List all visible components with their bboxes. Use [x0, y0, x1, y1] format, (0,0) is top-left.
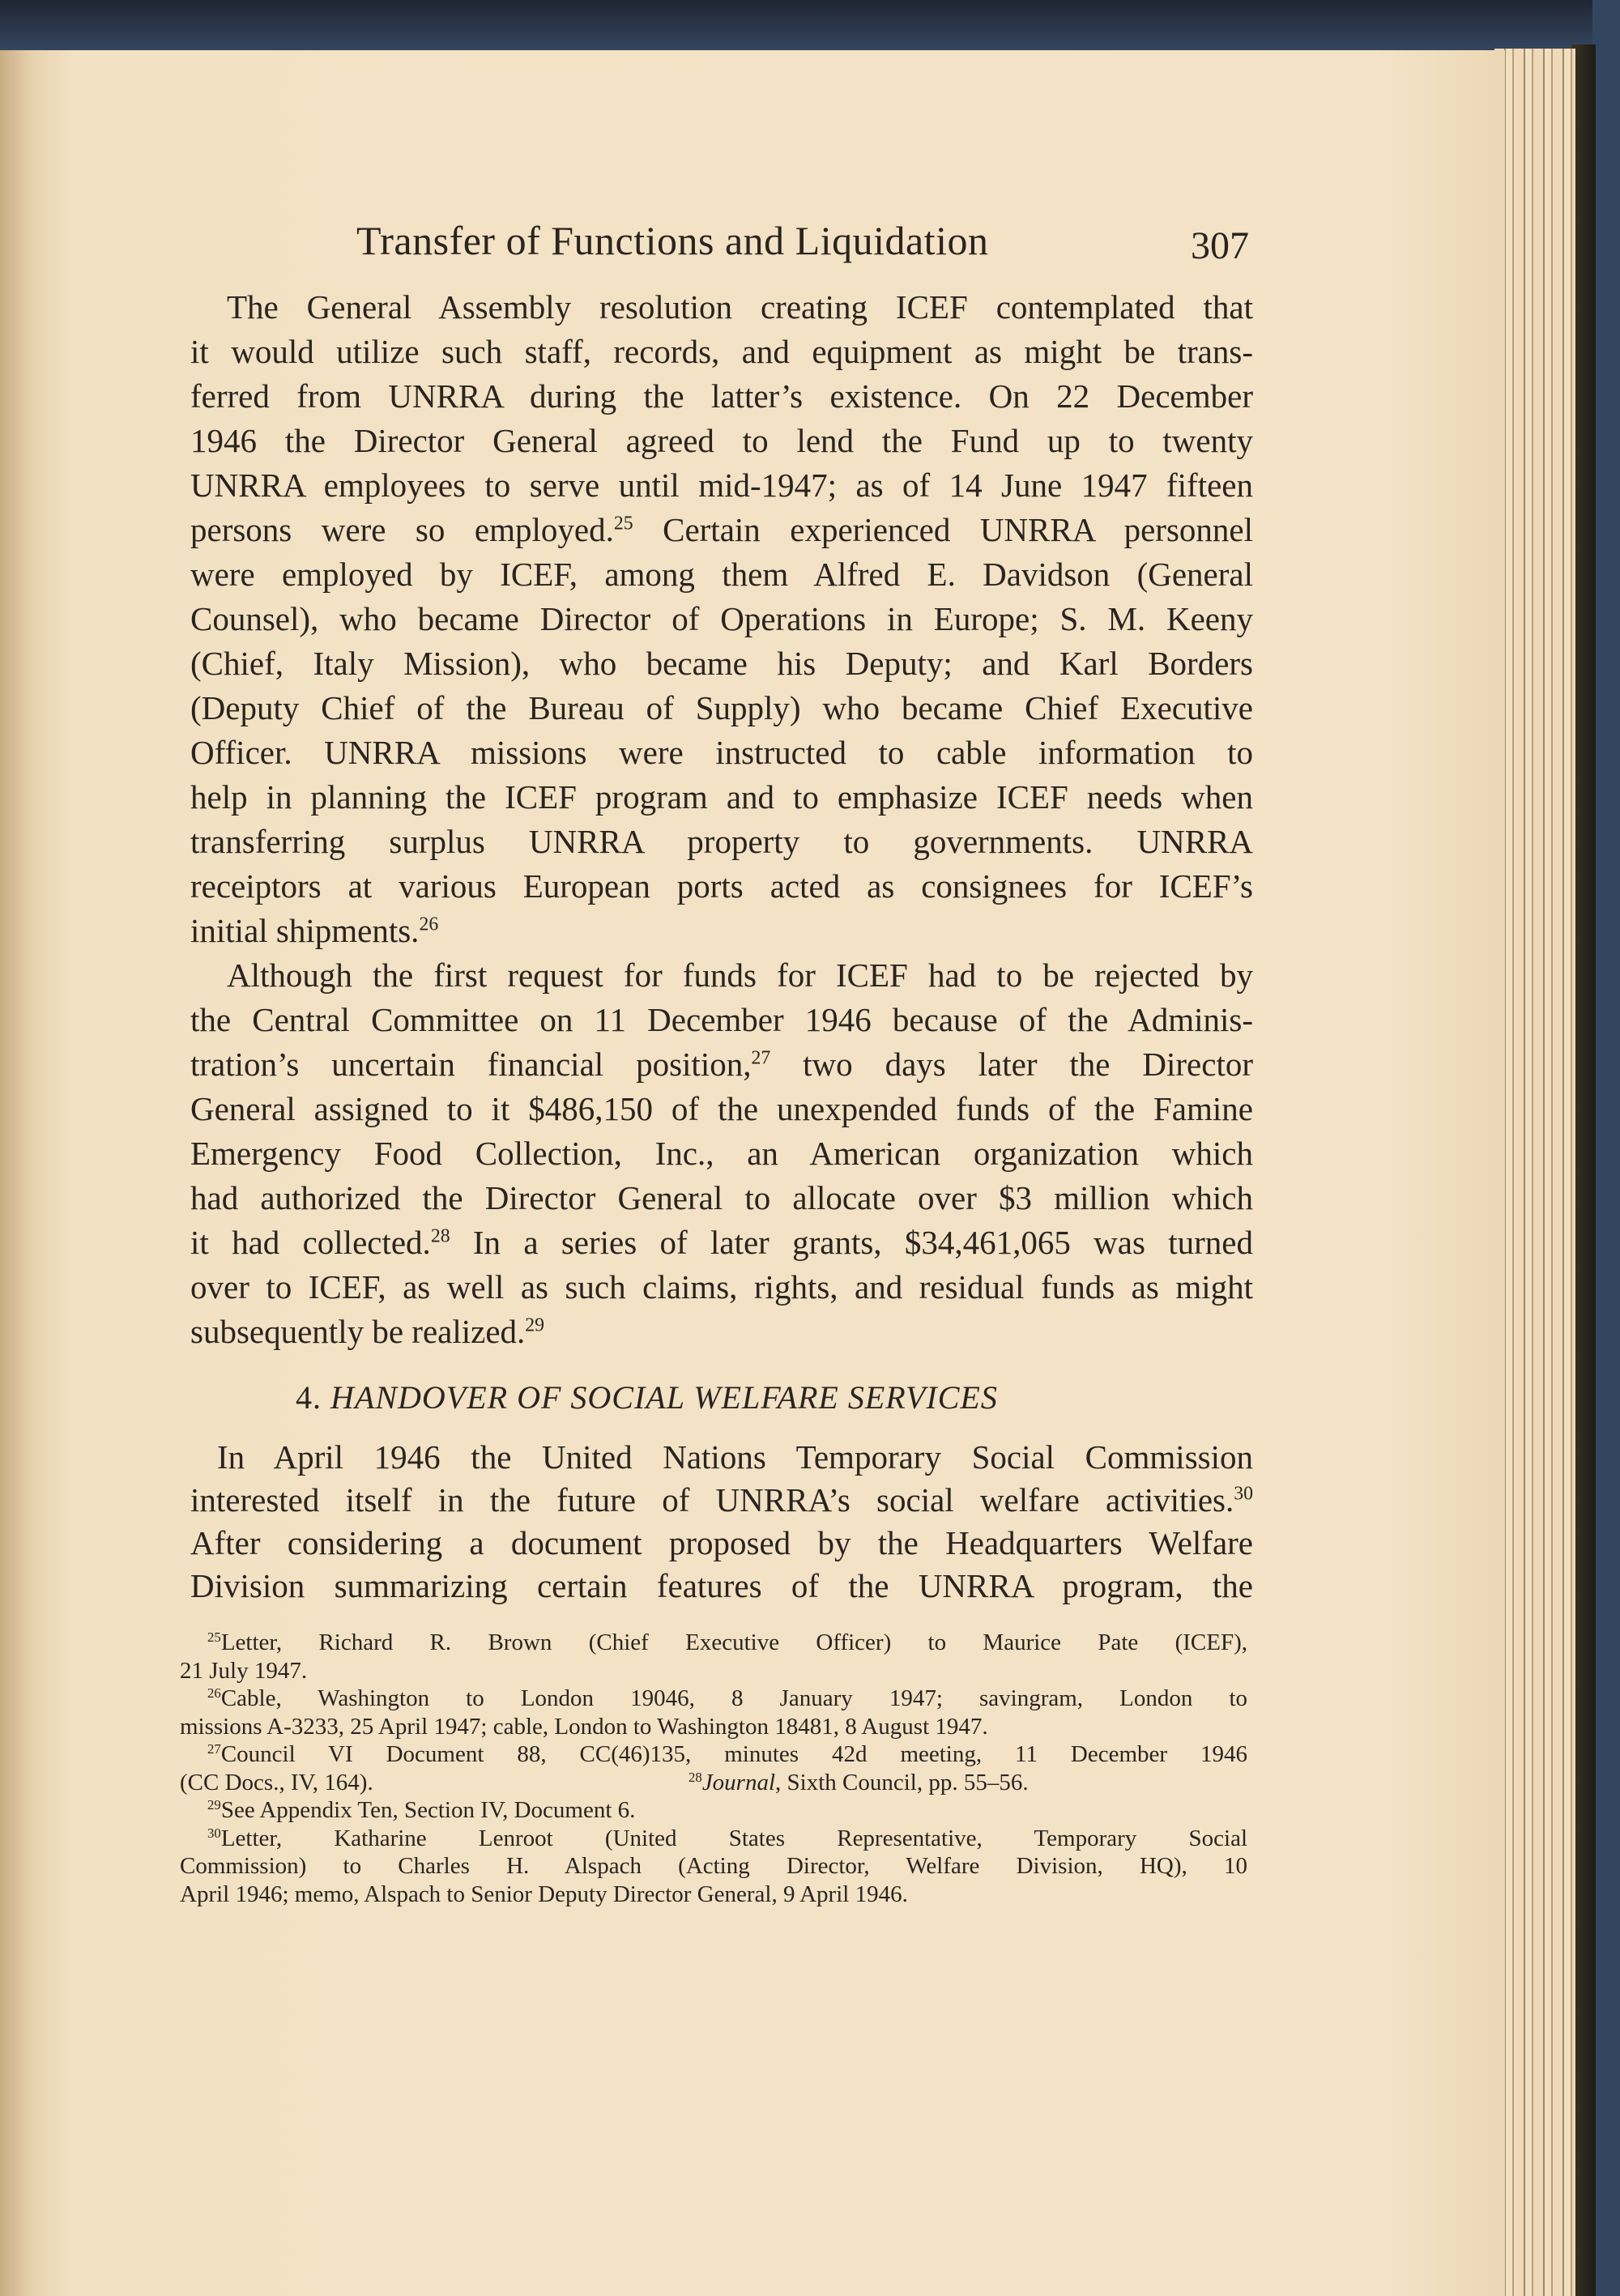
- text-run: 1946 the Director General agreed to lend the Fund up to twenty: [190, 422, 1253, 459]
- footnote-line: [207, 1629, 1247, 1660]
- body-line: [190, 1089, 1253, 1132]
- text-run: over to ICEF, as well as such claims, rights, and residual funds as might: [190, 1268, 1253, 1306]
- text-run: subsequently be realized.: [190, 1313, 526, 1350]
- text-run: 21 July 1947.: [180, 1657, 308, 1684]
- body-line: [190, 777, 1253, 820]
- text-run: had authorized the Director General to allocate over $3 million which: [190, 1179, 1253, 1216]
- footnote-28: [688, 1770, 1029, 1796]
- body-line: [190, 1000, 1253, 1043]
- text-run: persons were so employed.: [190, 511, 614, 548]
- text-run: Council VI Document 88, CC(46)135, minutes 42d meeting, 11 December 1946: [220, 1741, 1247, 1767]
- text-run: Counsel), who became Director of Operations in Europe; S. M. Keeny: [190, 600, 1253, 637]
- body-line: [190, 1523, 1253, 1566]
- text-run: interested itself in the future of UNRRA’s social welfare activities.: [190, 1481, 1234, 1519]
- body-line: [227, 956, 1253, 999]
- body-line: [190, 1045, 1253, 1088]
- book-cover-right: [1592, 0, 1620, 2296]
- footnote-line: [180, 1714, 988, 1740]
- text-run: (Deputy Chief of the Bureau of Supply) who became Chief Executive: [190, 689, 1253, 726]
- body-line: [190, 1312, 1253, 1355]
- section-heading: [296, 1378, 998, 1416]
- text-run: April 1946; memo, Alspach to Senior Deputy Director General, 9 April 1946.: [180, 1881, 908, 1907]
- footnote-ref: 25: [613, 513, 633, 535]
- body-line: [190, 733, 1253, 776]
- text-run: Certain experienced UNRRA personnel: [633, 511, 1253, 548]
- text-run: In April 1946 the United Nations Temporary Social Commission: [217, 1438, 1253, 1476]
- footnote-line: [207, 1825, 1247, 1856]
- section-title: HANDOVER OF SOCIAL WELFARE SERVICES: [330, 1379, 998, 1416]
- text-run: it would utilize such staff, records, and equipment as might be trans-: [190, 333, 1253, 370]
- footnote-ref: 27: [751, 1047, 771, 1069]
- body-line: [190, 421, 1253, 464]
- text-run: help in planning the ICEF program and to emphasize ICEF needs when: [190, 778, 1253, 816]
- footnote-line: [180, 1853, 1247, 1884]
- text-run: Letter, Katharine Lenroot (United States Representative, Temporary Social: [220, 1825, 1247, 1851]
- text-run: (Chief, Italy Mission), who became his Deputy; and Karl Borders: [190, 645, 1253, 682]
- text-run: initial shipments.: [190, 912, 420, 949]
- text-run: In a series of later grants, $34,461,065 was turned: [450, 1224, 1253, 1261]
- text-run: General assigned to it $486,150 of the unexpended funds of the Famine: [190, 1090, 1253, 1127]
- text-run: were employed by ICEF, among them Alfred E. Davidson (General: [190, 556, 1253, 593]
- footnote-ref: 28: [430, 1225, 450, 1247]
- text-run: UNRRA employees to serve until mid-1947; as of 14 June 1947 fifteen: [190, 466, 1253, 504]
- footnote-line: [180, 1658, 307, 1685]
- text-run: The General Assembly resolution creating ICEF contemplated that: [227, 288, 1253, 326]
- book-cover-top: [0, 0, 1620, 50]
- text-run: Letter, Richard R. Brown (Chief Executive Officer) to Maurice Pate (ICEF),: [220, 1629, 1247, 1655]
- body-line: [190, 911, 1253, 954]
- footnote-ref: 26: [207, 1685, 221, 1701]
- footnote-line: [207, 1685, 1247, 1716]
- text-run: Cable, Washington to London 19046, 8 January 1947; savingram, London to: [220, 1685, 1247, 1711]
- text-run: two days later the Director: [770, 1046, 1253, 1083]
- text-run: Emergency Food Collection, Inc., an American organization which: [190, 1135, 1253, 1172]
- text-run: (CC Docs., IV, 164).: [180, 1769, 373, 1795]
- body-line: [190, 1480, 1253, 1523]
- body-line: [190, 1267, 1253, 1310]
- footnote-ref: 27: [207, 1741, 221, 1757]
- text-run: ferred from UNRRA during the latter’s existence. On 22 December: [190, 377, 1253, 415]
- text-run: receiptors at various European ports acted as consignees for ICEF’s: [190, 867, 1253, 905]
- body-line: [190, 1178, 1253, 1221]
- body-line: [190, 332, 1253, 375]
- footnote-ref: 28: [688, 1769, 702, 1785]
- body-line: [190, 377, 1253, 420]
- body-line: [190, 867, 1253, 909]
- footnote-line: [180, 1881, 908, 1908]
- footnote-ref: 30: [207, 1825, 221, 1841]
- body-line: [190, 644, 1253, 687]
- body-line: [227, 288, 1253, 330]
- text-run: tration’s uncertain financial position,: [190, 1046, 752, 1083]
- body-line: [217, 1438, 1253, 1480]
- italic-title: Journal: [701, 1769, 776, 1795]
- text-run: transferring surplus UNRRA property to governments. UNRRA: [190, 823, 1253, 860]
- text-run: it had collected.: [190, 1224, 431, 1261]
- footnote-line: [207, 1741, 1247, 1772]
- body-line: [190, 599, 1253, 642]
- text-run: Officer. UNRRA missions were instructed to cable information to: [190, 734, 1253, 771]
- text-run: the Central Committee on 11 December 1946 because of the Adminis-: [190, 1001, 1253, 1038]
- text-run: See Appendix Ten, Section IV, Document 6.: [220, 1797, 636, 1823]
- running-head: Transfer of Functions and Liquidation: [356, 218, 989, 263]
- page-number: 307: [1191, 224, 1249, 267]
- body-line: [190, 688, 1253, 731]
- body-line: [190, 555, 1253, 598]
- body-line: [190, 1134, 1253, 1177]
- body-line: [190, 510, 1253, 553]
- text-run: missions A-3233, 25 April 1947; cable, London to Washington 18481, 8 August 1947.: [180, 1713, 988, 1740]
- footnote-ref: 26: [419, 914, 439, 935]
- footnote-ref: 29: [525, 1314, 545, 1336]
- text-run: Division summarizing certain features of the UNRRA program, the: [190, 1567, 1253, 1604]
- footnote-ref: 25: [207, 1629, 221, 1645]
- footnote-ref: 29: [207, 1796, 221, 1813]
- section-number: 4.: [296, 1379, 322, 1416]
- body-line: [190, 822, 1253, 865]
- footnote-ref: 30: [1234, 1483, 1253, 1505]
- text-run: Although the first request for funds for ICEF had to be rejected by: [227, 956, 1253, 994]
- text-run: After considering a document proposed by the Headquarters Welfare: [190, 1524, 1253, 1561]
- text-run: Commission) to Charles H. Alspach (Acting Director, Welfare Division, HQ), 10: [180, 1853, 1247, 1879]
- body-line: [190, 1566, 1253, 1609]
- footnote-line: [207, 1797, 635, 1824]
- footnote-line: [180, 1770, 373, 1796]
- page-edges: [1494, 49, 1575, 2296]
- text-run: , Sixth Council, pp. 55–56.: [775, 1769, 1029, 1795]
- body-line: [190, 466, 1253, 509]
- body-line: [190, 1223, 1253, 1266]
